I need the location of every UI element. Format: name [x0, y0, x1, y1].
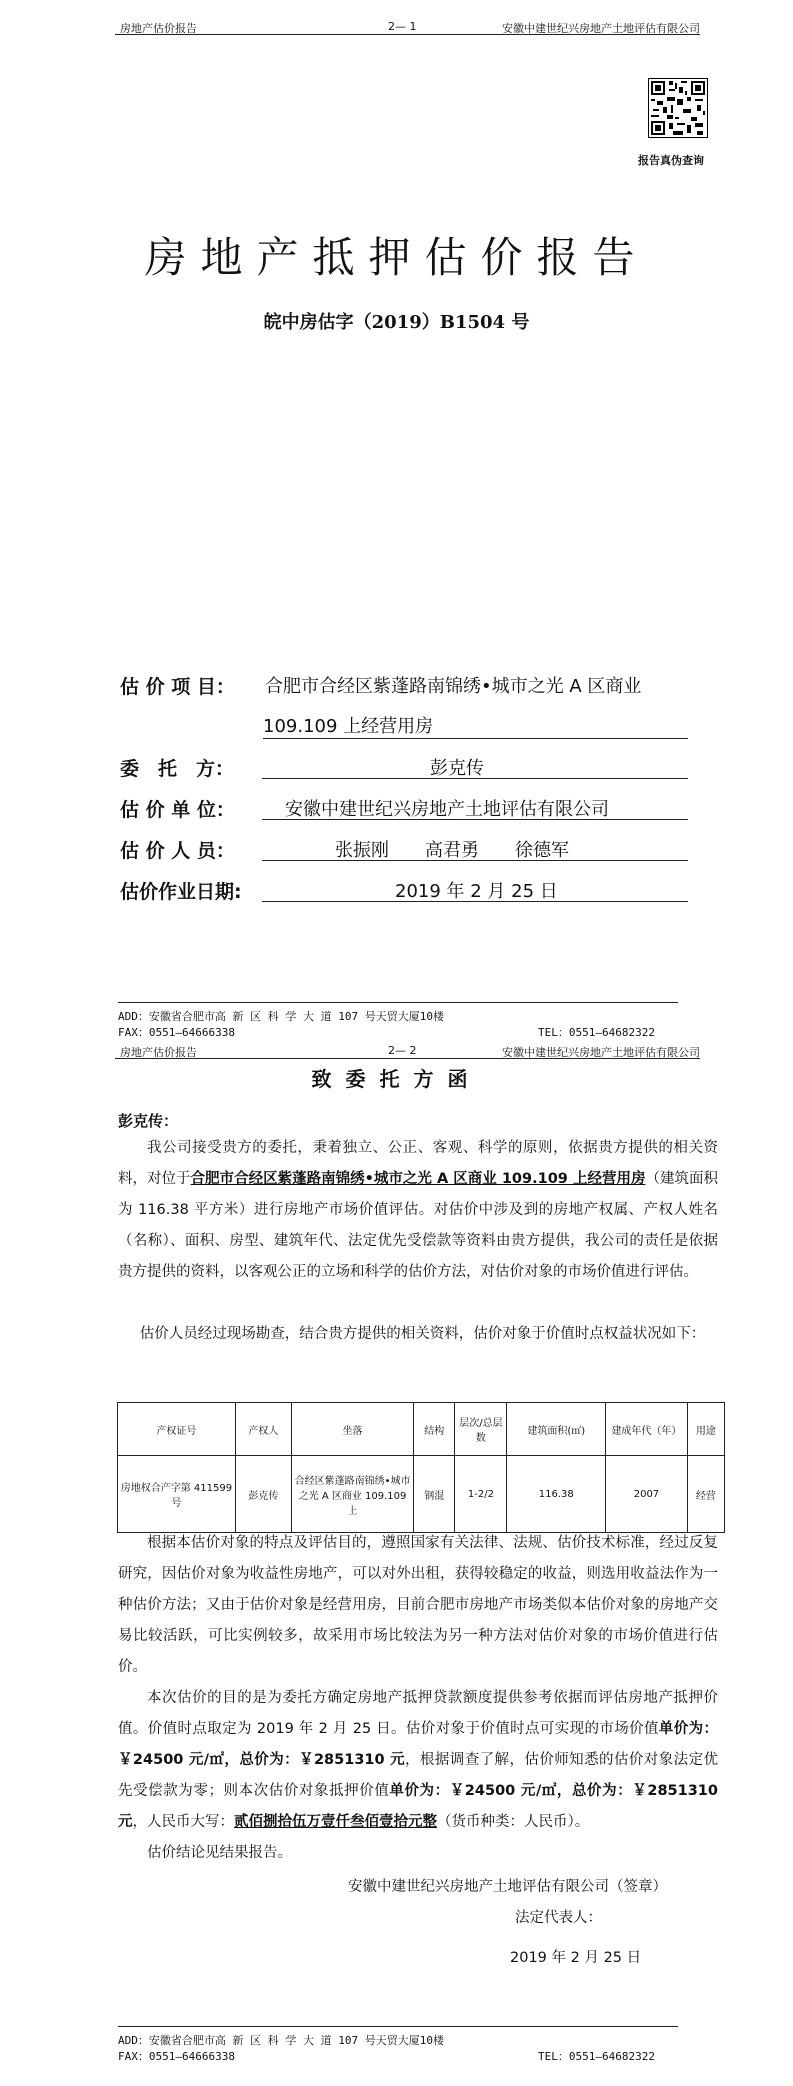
value-appraisers: 张振刚 高君勇 徐德军: [335, 840, 569, 861]
footer-fax-2: FAX：0551—64666338: [118, 2050, 235, 2063]
th-location: 坐落: [292, 1403, 414, 1456]
signature-company: 安徽中建世纪兴房地产土地评估有限公司（签章）: [348, 1879, 667, 1895]
signature-representative: 法定代表人：: [515, 1910, 602, 1926]
label-client: 委 托 方：: [120, 758, 235, 780]
market-price: 单价为：￥24500 元/㎡，总价为：￥2851310 元: [118, 1721, 718, 1768]
value-project-line2: 109.109 上经营用房: [263, 716, 434, 737]
salutation: 彭克传：: [118, 1112, 179, 1130]
price-in-words: 贰佰捌拾伍万壹仟叁佰壹拾元整: [234, 1814, 437, 1830]
header-right-2: 安徽中建世纪兴房地产土地评估有限公司: [502, 1046, 700, 1059]
paragraph-4: 本次估价的目的是为委托方确定房地产抵押贷款额度提供参考依据而评估房地产抵押价值。价值时点取定为 2019 年 2 月 25 日。估价对象于价值时点可实现的市场价值单价为：￥24500 元/㎡，总价为：￥2851310 元，根据调查了解，估价师知悉的估价对象法定优先受偿款为零；则本次估价对象抵押价值单价为：￥24500 元/㎡，总价为：￥2851310 元，人民币大写：贰佰捌拾伍万壹仟叁佰壹拾元整（货币种类：人民币）。: [118, 1690, 719, 1830]
report-title: 房地产抵押估价报告: [144, 233, 649, 282]
paragraph-3: 根据本估价对象的特点及评估目的，遵照国家有关法律、法规、估价技术标准，经过反复研究，因估价对象为收益性房地产，可以对外出租，获得较稳定的收益，则选用收益法作为一种估价方法；又由于估价对象是经营用房，目前合肥市房地产市场类似本估价对象的房地产交易比较活跃，可比实例较多，故采用市场比较法为另一种方法对估价对象的市场价值进行估价。: [118, 1535, 718, 1675]
footer-address-2: ADD：安徽省合肥市高 新 区 科 学 大 道 107 号天贸大厦10楼: [118, 2034, 444, 2047]
footer-fax: FAX：0551—64666338: [118, 1026, 235, 1039]
table-row: [118, 1456, 725, 1533]
cell-cert-no: 房地权合产字第 411599 号: [118, 1456, 236, 1533]
qr-caption: 报告真伪查询: [638, 154, 704, 167]
paragraph-5: 估价结论见结果报告。: [147, 1845, 292, 1861]
label-appraiser-company: 估 价 单 位：: [120, 799, 235, 821]
underline-client: [262, 778, 688, 779]
rights-table: [117, 1402, 725, 1533]
cell-structure: 钢混: [414, 1456, 455, 1533]
label-work-date: 估价作业日期:: [120, 881, 242, 903]
value-client: 彭克传: [430, 758, 484, 779]
cell-year: 2007: [606, 1456, 688, 1533]
footer-tel: TEL：0551—64682322: [538, 1026, 655, 1039]
property-address: 合肥市合经区紫蓬路南锦绣•城市之光 A 区商业 109.109 上经营用房: [190, 1171, 646, 1187]
paragraph-2: 估价人员经过现场勘查，结合贵方提供的相关资料，估价对象于价值时点权益状况如下：: [139, 1326, 706, 1342]
signature-date: 2019 年 2 月 25 日: [510, 1950, 642, 1966]
page-header: [115, 18, 700, 35]
paragraph-1: 我公司接受贵方的委托，秉着独立、公正、客观、科学的原则，依据贵方提供的相关资料，对位于合肥市合经区紫蓬路南锦绣•城市之光 A 区商业 109.109 上经营用房（建筑面积为 116.38 平方米）进行房地产市场价值评估。对估价中涉及到的房地产权属、产权人姓名（名称）、面积、房型、建筑年代、法定优先受偿款等资料由贵方提供，我公司的责任是依据贵方提供的资料，以客观公正的立场和科学的估价方法，对估价对象的市场价值进行评估。: [118, 1140, 719, 1280]
header-page-number-2: 2— 2: [388, 1044, 417, 1057]
underline-appraiser-company: [262, 819, 688, 820]
th-usage: 用途: [687, 1403, 724, 1456]
header-page-number: 2— 1: [388, 20, 417, 33]
th-structure: 结构: [414, 1403, 455, 1456]
cell-floor: 1-2/2: [455, 1456, 507, 1533]
cell-area: 116.38: [507, 1456, 606, 1533]
cell-usage: 经营: [687, 1456, 724, 1533]
qr-code-icon[interactable]: [648, 78, 708, 138]
letter-title: 致委托方函: [311, 1067, 482, 1091]
underline-appraisers: [262, 860, 688, 861]
header-left: 房地产估价报告: [120, 22, 197, 35]
th-floor: 层次/总层数: [455, 1403, 507, 1456]
value-work-date: 2019 年 2 月 25 日: [395, 881, 558, 902]
th-year: 建成年代（年）: [606, 1403, 688, 1456]
label-appraisers: 估 价 人 员：: [120, 840, 235, 862]
value-appraiser-company: 安徽中建世纪兴房地产土地评估有限公司: [285, 799, 609, 820]
header-right: 安徽中建世纪兴房地产土地评估有限公司: [502, 22, 700, 35]
underline-project: [263, 738, 688, 739]
footer-tel-2: TEL：0551—64682322: [538, 2050, 655, 2063]
label-project: 估 价 项 目：: [120, 676, 235, 698]
mortgage-price: 单价为：￥24500 元/㎡，总价为：￥2851310 元: [118, 1783, 718, 1830]
footer-address: ADD：安徽省合肥市高 新 区 科 学 大 道 107 号天贸大厦10楼: [118, 1010, 444, 1023]
value-project: 合肥市合经区紫蓬路南锦绣•城市之光 A 区商业: [265, 676, 642, 697]
page-header-2: [115, 1042, 700, 1059]
th-area: 建筑面积(㎡): [507, 1403, 606, 1456]
report-number: 皖中房估字（2019）B1504 号: [263, 312, 530, 333]
th-cert-no: 产权证号: [118, 1403, 236, 1456]
cell-owner: 彭克传: [235, 1456, 291, 1533]
cell-location: 合经区紫蓬路南锦绣•城市之光 A 区商业 109.109 上: [292, 1456, 414, 1533]
underline-work-date: [262, 901, 688, 902]
header-left-2: 房地产估价报告: [120, 1046, 197, 1059]
th-owner: 产权人: [235, 1403, 291, 1456]
